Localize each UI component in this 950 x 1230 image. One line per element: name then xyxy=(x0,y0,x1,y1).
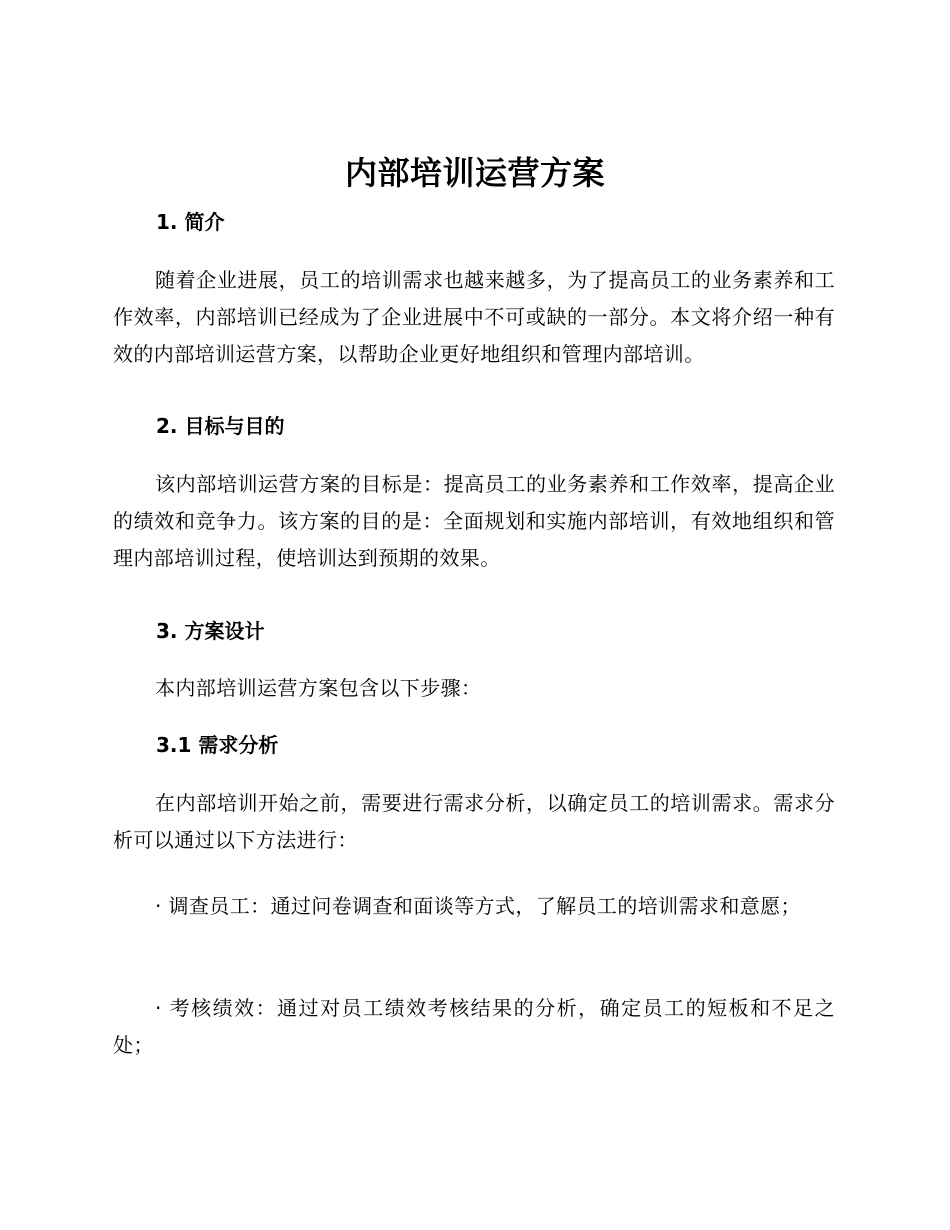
section-heading-goals: 2. 目标与目的 xyxy=(156,414,285,438)
section-heading-design: 3. 方案设计 xyxy=(156,619,265,643)
bullet-item-survey: · 调查员工：通过问卷调查和面谈等方式，了解员工的培训需求和意愿； xyxy=(155,894,801,918)
section-paragraph-design: 本内部培训运营方案包含以下步骤： xyxy=(155,676,482,700)
bullet-item-performance: · 考核绩效：通过对员工绩效考核结果的分析，确定员工的短板和不足之处； xyxy=(113,996,835,1057)
section-paragraph-intro: 随着企业进展，员工的培训需求也越来越多，为了提高员工的业务素养和工作效率，内部培训已经成为了企业进展中不可或缺的一部分。本文将介绍一种有效的内部培训运营方案，以帮助企业更好地组织和管理内部培训。 xyxy=(113,268,835,366)
section-heading-needs-analysis: 3.1 需求分析 xyxy=(156,733,279,757)
section-heading-intro: 1. 简介 xyxy=(156,210,225,234)
section-paragraph-goals: 该内部培训运营方案的目标是：提高员工的业务素养和工作效率，提高企业的绩效和竞争力。该方案的目的是：全面规划和实施内部培训，有效地组织和管理内部培训过程，使培训达到预期的效果。 xyxy=(113,472,835,570)
section-paragraph-needs-analysis: 在内部培训开始之前，需要进行需求分析，以确定员工的培训需求。需求分析可以通过以下方法进行： xyxy=(113,791,835,852)
document-title: 内部培训运营方案 xyxy=(344,154,605,192)
